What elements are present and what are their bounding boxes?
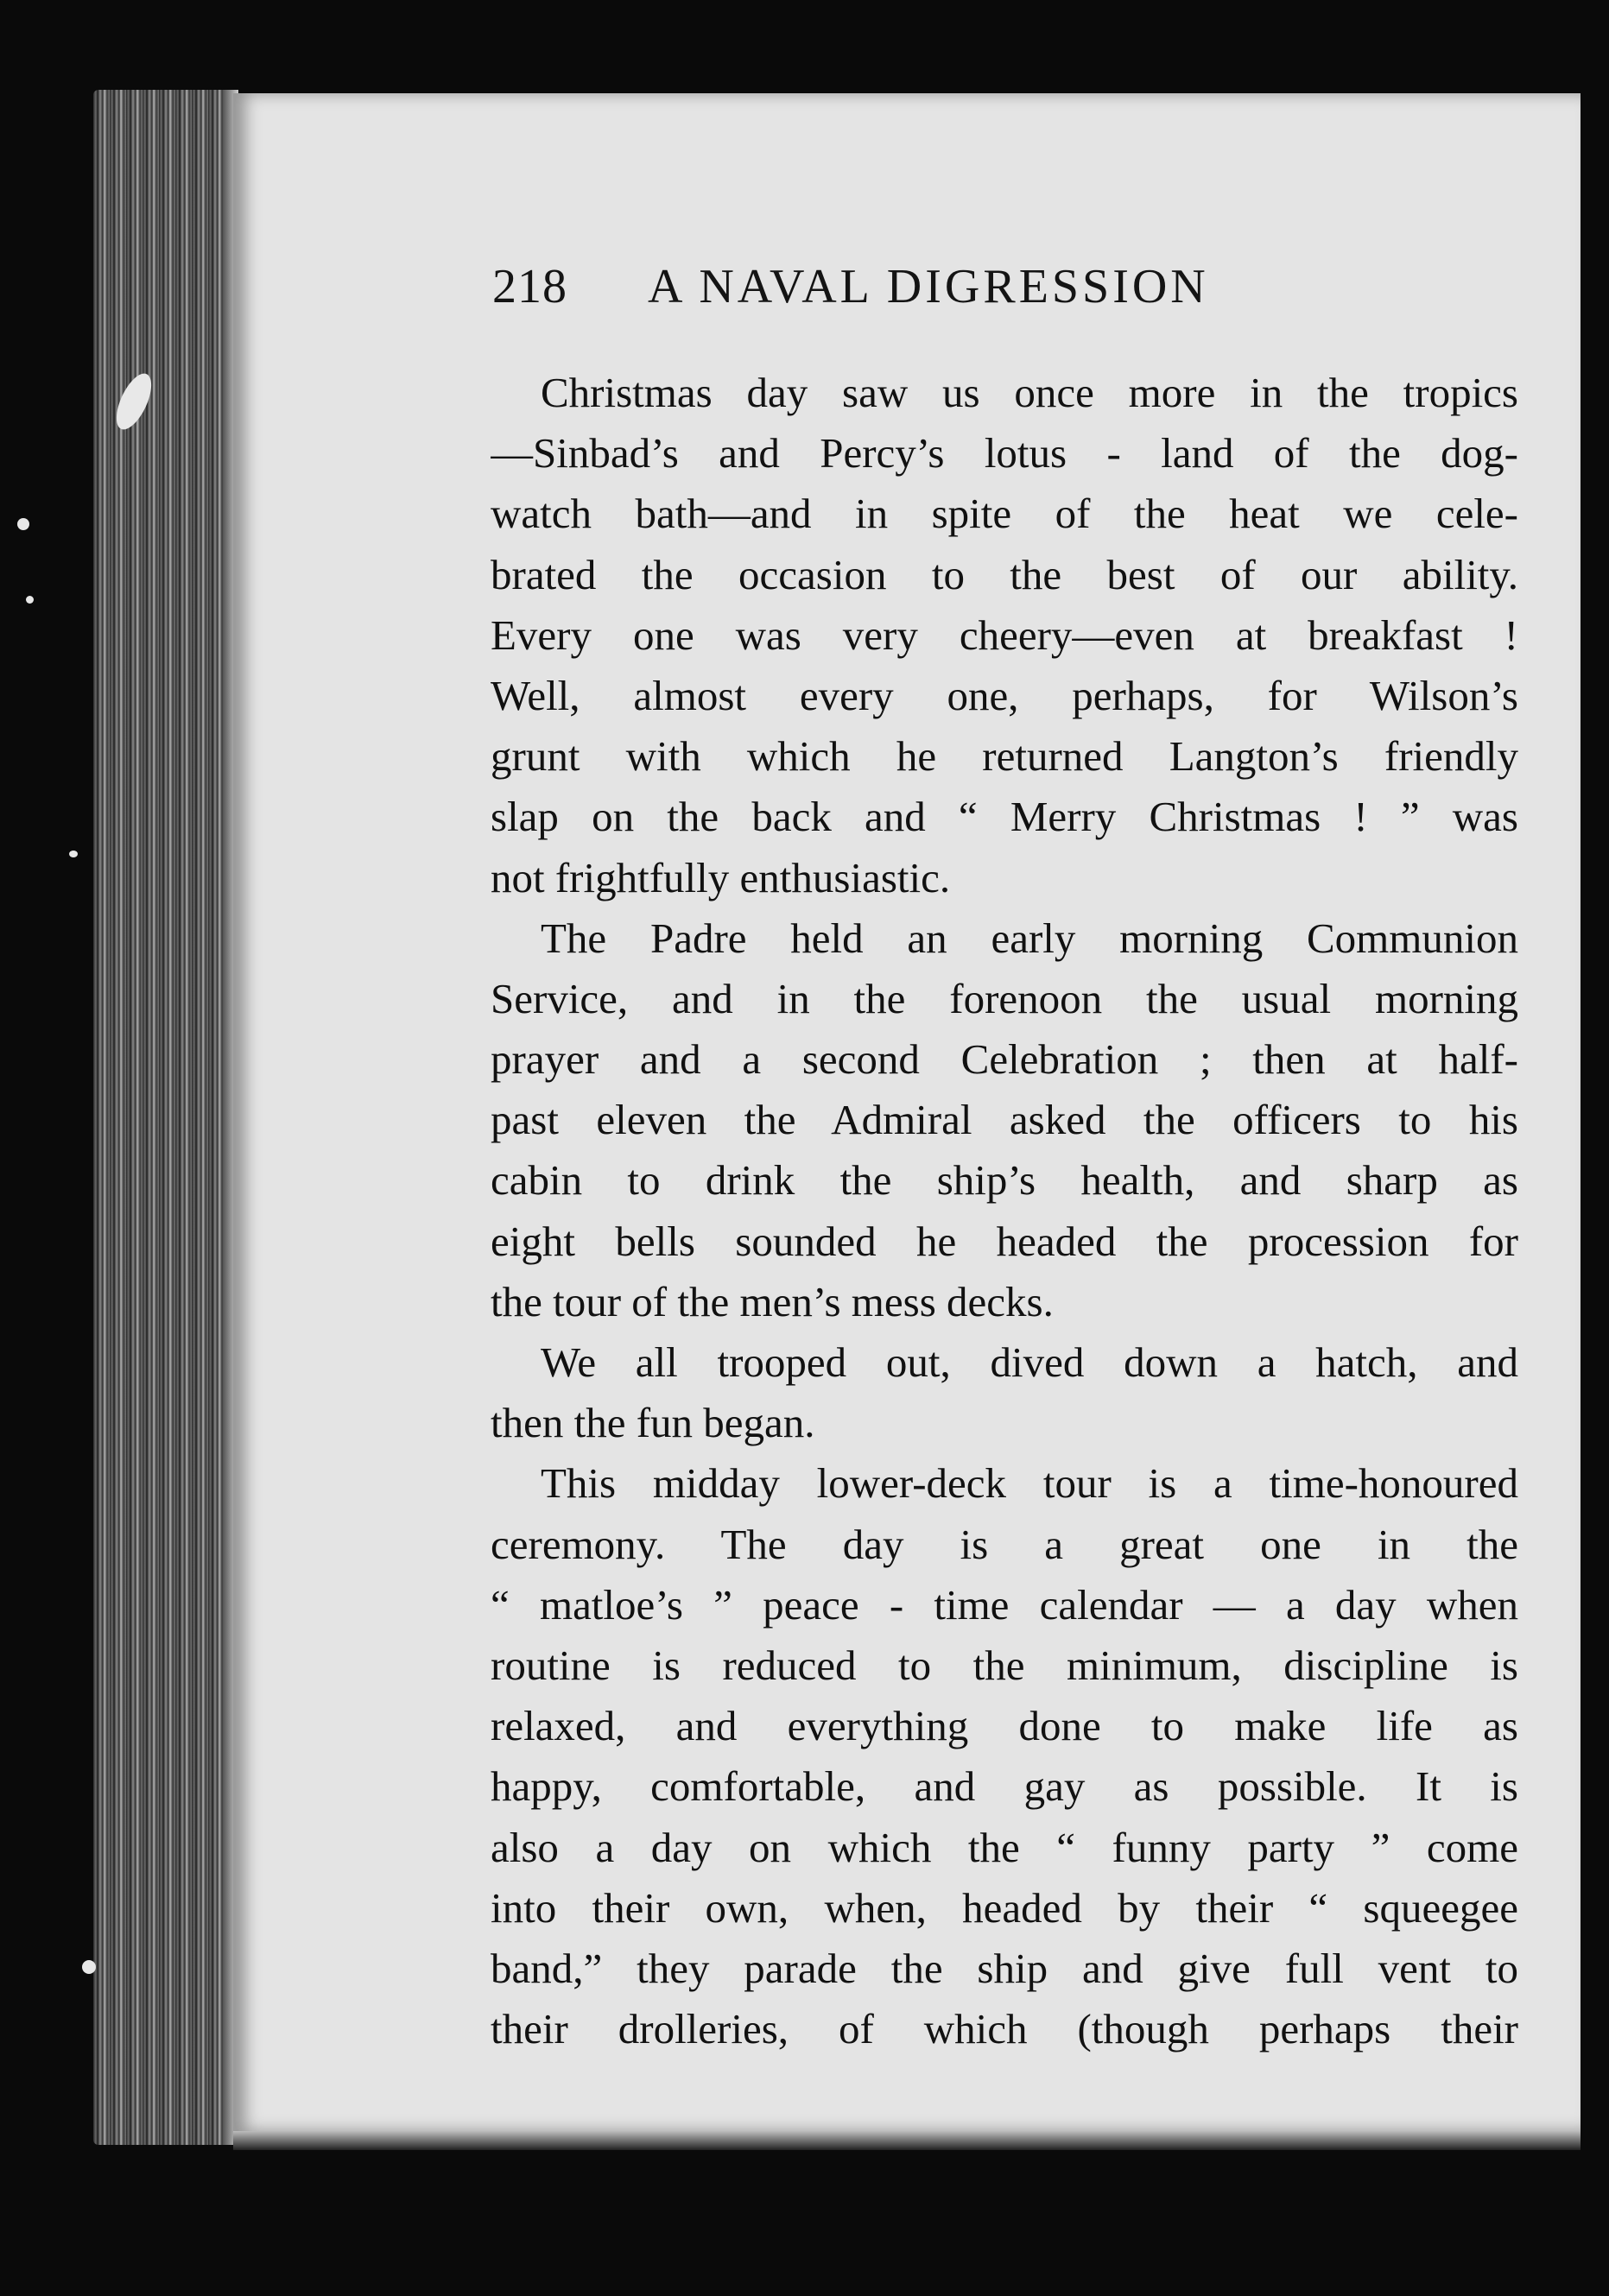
text-line: “ matloe’s ” peace - time calendar — a day when: [491, 1580, 1518, 1629]
text-line: We all trooped out, dived down a hatch, and: [541, 1338, 1518, 1386]
text-line: grunt with which he returned Langton’s friendly: [491, 732, 1518, 781]
body-text: [491, 363, 1518, 2059]
text-line: then the fun began.: [491, 1399, 815, 1447]
book-page-edges: [93, 90, 238, 2145]
text-line: cabin to drink the ship’s health, and sharp as: [491, 1156, 1518, 1205]
chapter-title: A NAVAL DIGRESSION: [648, 260, 1209, 313]
text-line: watch bath—and in spite of the heat we cele-: [491, 490, 1518, 538]
text-line: slap on the back and “ Merry Christmas ! ” was: [491, 793, 1518, 841]
text-line: ceremony. The day is a great one in the: [491, 1520, 1518, 1568]
text-line: their drolleries, of which (though perhaps their: [491, 2005, 1518, 2053]
text-line: the tour of the men’s mess decks.: [491, 1277, 1054, 1325]
text-line: Well, almost every one, perhaps, for Wilson’s: [491, 671, 1518, 719]
text-line: The Padre held an early morning Communion: [541, 914, 1518, 962]
text-line: happy, comfortable, and gay as possible. It is: [491, 1762, 1518, 1811]
text-line: also a day on which the “ funny party ” come: [491, 1823, 1518, 1871]
text-line: This midday lower-deck tour is a time-honoured: [541, 1459, 1518, 1508]
text-line: not frightfully enthusiastic.: [491, 853, 951, 901]
text-line: band,” they parade the ship and give full vent to: [491, 1944, 1518, 1992]
text-line: Service, and in the forenoon the usual morning: [491, 974, 1518, 1022]
text-line: routine is reduced to the minimum, discipline is: [491, 1641, 1518, 1689]
text-line: Every one was very cheery—even at breakfast !: [491, 610, 1518, 659]
page-number: 218: [492, 260, 567, 313]
running-head: [492, 259, 1304, 314]
text-line: eight bells sounded he headed the procession for: [491, 1217, 1518, 1265]
text-line: prayer and a second Celebration ; then at half-: [491, 1035, 1518, 1084]
text-line: —Sinbad’s and Percy’s lotus - land of the dog-: [491, 429, 1518, 478]
text-line: relaxed, and everything done to make life as: [491, 1702, 1518, 1750]
text-line: brated the occasion to the best of our ability.: [491, 550, 1518, 598]
text-line: into their own, when, headed by their “ squeegee: [491, 1883, 1518, 1932]
text-line: Christmas day saw us once more in the tropics: [541, 369, 1518, 416]
page-bottom-edge: [233, 2131, 1580, 2150]
text-line: past eleven the Admiral asked the officers to his: [491, 1096, 1518, 1144]
